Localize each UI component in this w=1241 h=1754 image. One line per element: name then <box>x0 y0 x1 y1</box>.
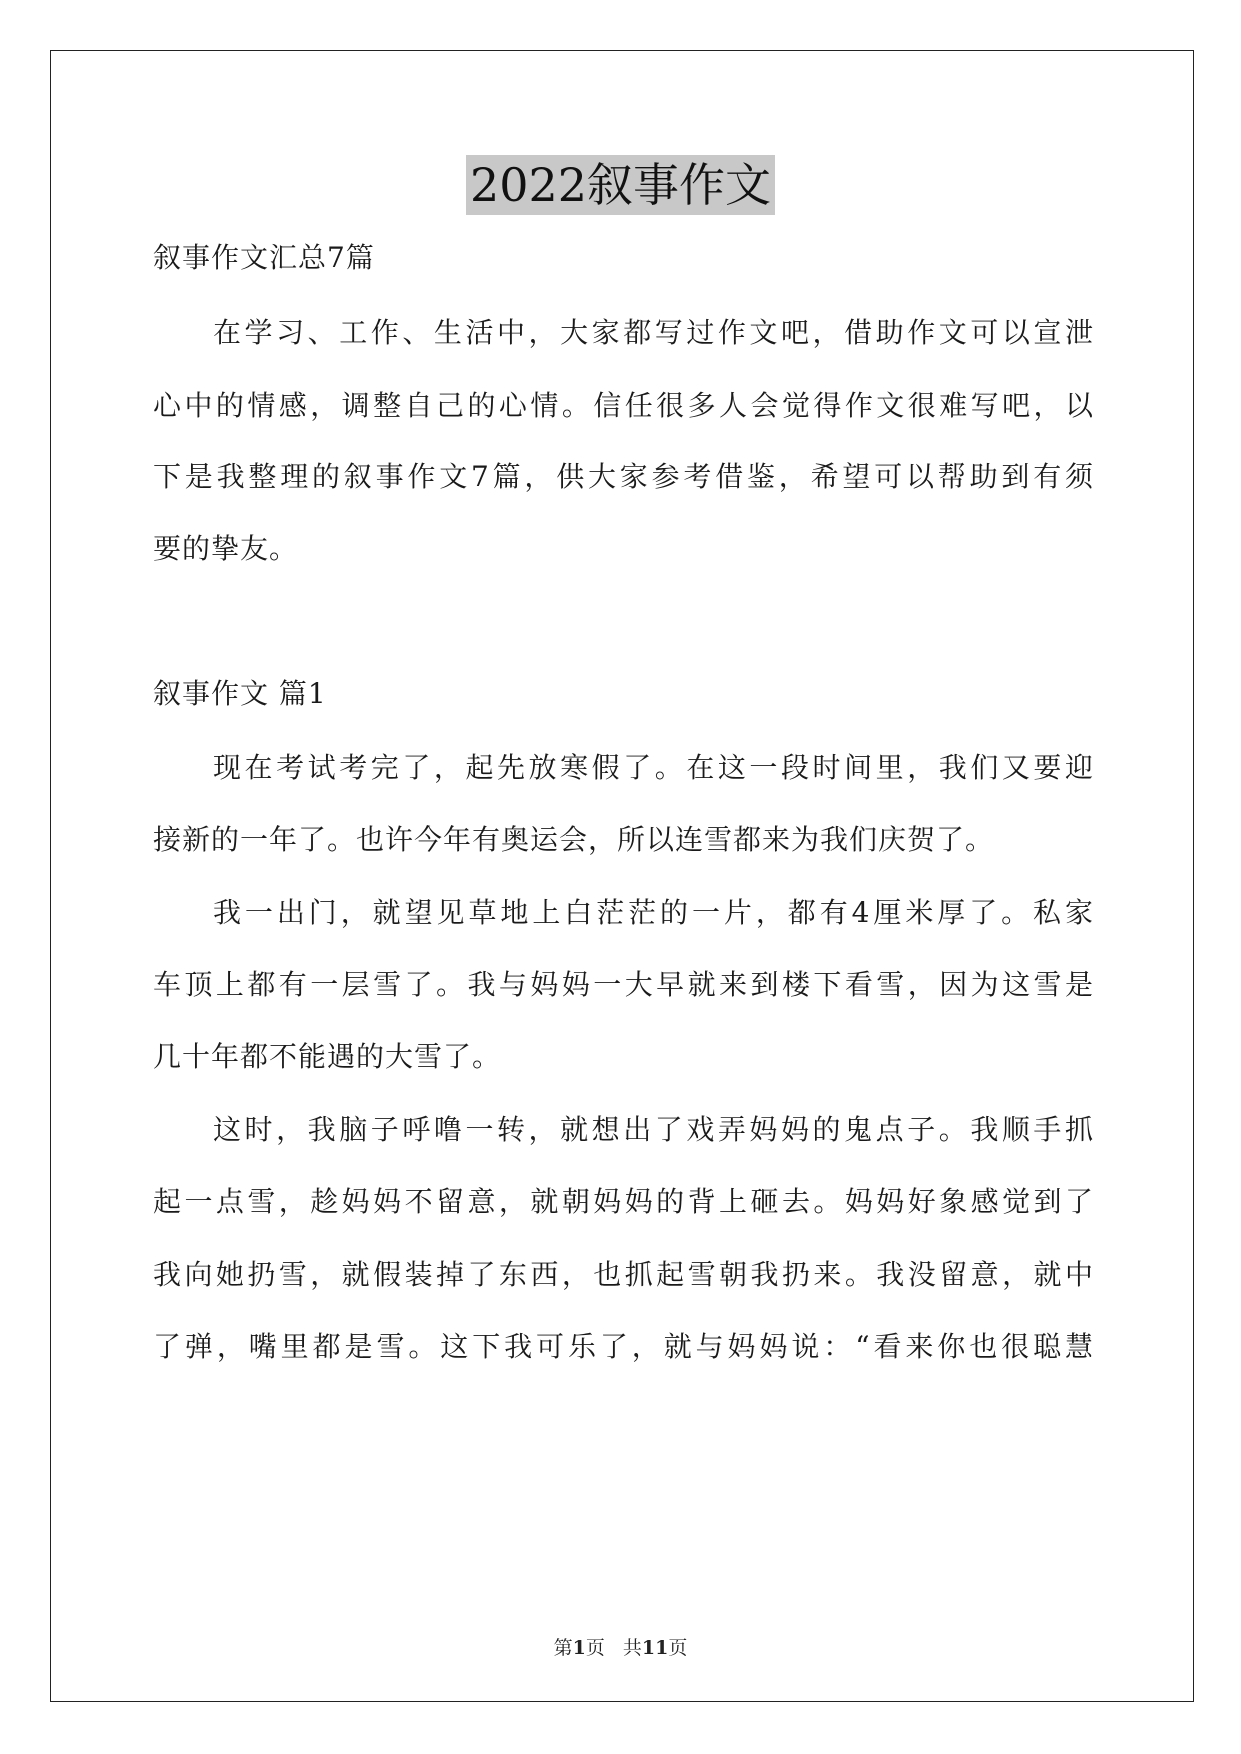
intro-line-4: 要的挚友。 <box>153 532 299 565</box>
para2-line-2: 车顶上都有一层雪了。我与妈妈一大早就来到楼下看雪，因为这雪是 <box>153 968 1093 1001</box>
footer-current-page: 1 <box>572 1637 586 1659</box>
page-footer <box>0 1633 1241 1660</box>
footer-page-suffix: 页 <box>585 1637 605 1659</box>
footer-total-suffix: 页 <box>668 1637 688 1659</box>
document-title: 2022叙事作文 <box>466 155 775 215</box>
section-heading: 叙事作文 篇1 <box>153 677 327 710</box>
para2-line-1: 我一出门，就望见草地上白茫茫的一片，都有4厘米厚了。私家 <box>213 896 1093 929</box>
para1-line-2: 接新的一年了。也许今年有奥运会，所以连雪都来为我们庆贺了。 <box>153 823 995 856</box>
intro-line-1: 在学习、工作、生活中，大家都写过作文吧，借助作文可以宣泄 <box>213 316 1093 349</box>
para3-line-2: 起一点雪，趁妈妈不留意，就朝妈妈的背上砸去。妈妈好象感觉到了 <box>153 1185 1093 1218</box>
footer-total-pages: 11 <box>641 1637 669 1659</box>
para2-line-3: 几十年都不能遇的大雪了。 <box>153 1040 502 1073</box>
intro-line-3: 下是我整理的叙事作文7篇，供大家参考借鉴，希望可以帮助到有须 <box>153 460 1093 493</box>
document-subtitle: 叙事作文汇总7篇 <box>153 241 375 274</box>
para1-line-1: 现在考试考完了，起先放寒假了。在这一段时间里，我们又要迎 <box>213 751 1093 784</box>
para3-line-3: 我向她扔雪，就假装掉了东西，也抓起雪朝我扔来。我没留意，就中 <box>153 1258 1093 1291</box>
para3-line-1: 这时，我脑子呼噜一转，就想出了戏弄妈妈的鬼点子。我顺手抓 <box>213 1113 1093 1146</box>
intro-line-2: 心中的情感，调整自己的心情。信任很多人会觉得作文很难写吧，以 <box>153 389 1093 422</box>
page-border <box>50 50 1194 1702</box>
title-container <box>0 155 1241 215</box>
footer-prefix: 第 <box>553 1637 573 1659</box>
para3-line-4: 了弹，嘴里都是雪。这下我可乐了，就与妈妈说：“看来你也很聪慧 <box>153 1330 1093 1363</box>
footer-total-prefix: 共 <box>622 1637 642 1659</box>
